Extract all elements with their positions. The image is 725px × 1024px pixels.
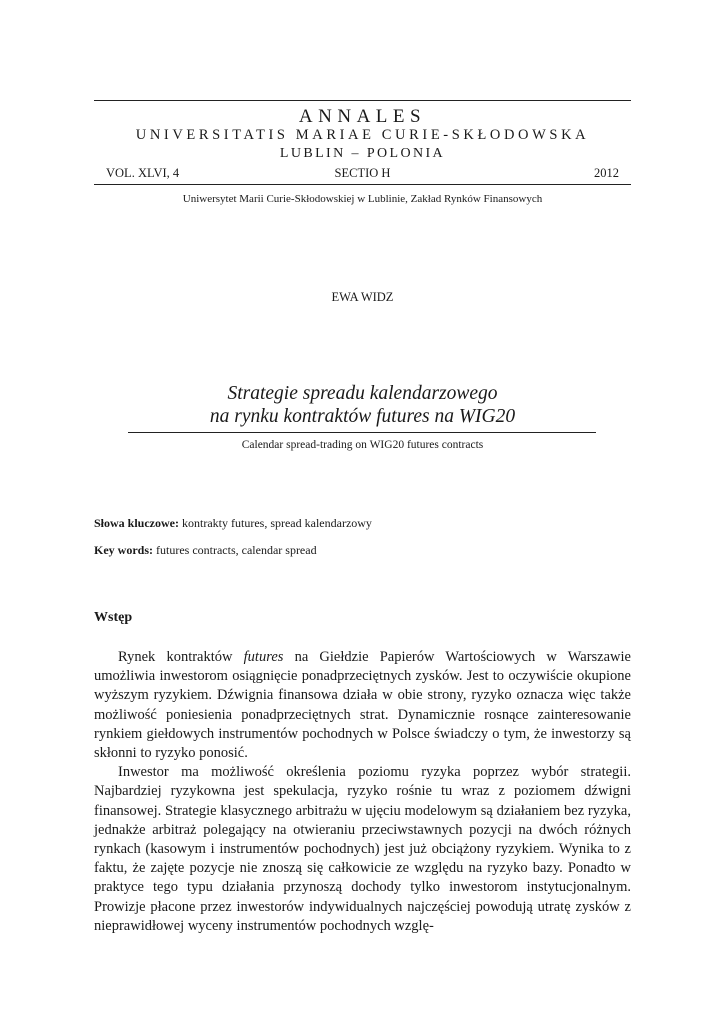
- keywords-english-label: Key words:: [94, 543, 153, 557]
- keywords-english-value: futures contracts, calendar spread: [153, 543, 317, 557]
- paragraph-1-rest: na Giełdzie Papierów Wartościowych w Warszawie umożliwia inwestorom osiągnięcie ponadprzeciętnych zysków. Jest to oczywiście okupione wyższym ryzykiem. Dźwignia finansowa działa w obie strony, ryzyko oznacza więc także możliwość poniesienia ponadprzeciętnych strat. Dynamicznie rosnące zainteresowanie rynkiem giełdowych instrumentów pochodnych w Polsce świadczy o tym, że inwestorzy są skłonni to ryzyko ponosić.: [94, 649, 631, 762]
- paragraph-1-italic: futures: [243, 649, 284, 665]
- title-line-2: na rynku kontraktów futures na WIG20: [209, 406, 516, 427]
- journal-city: LUBLIN – POLONIA: [279, 146, 446, 161]
- paragraph-2: Inwestor ma możliwość określenia poziomu ryzyka poprzez wybór strategii. Najbardziej ryzykowna jest spekulacja, ryzyko rośnie tu wraz z poziomem dźwigni finansowej. Strategie klasycznego arbitrażu w ujęciu modelowym są działaniem bez ryzyka, jednakże arbitraż polegający na otwieraniu przeciwstawnych pozycji na dwóch różnych rynkach (kasowym i instrumentów pochodnych) jest już obciążony ryzykiem. Wynika to z faktu, że zajęte pozycje nie znoszą się całkowicie ze względu na ryzyko bazy. Ponadto w praktyce tego typu działania przynoszą dochody tylko inwestorom instytucjonalnym. Prowizje płacone przez inwestorów indywidualnych najczęściej powodują utratę zysków z nieprawidłowej wyceny instrumentów pochodnych wzglę-: [94, 764, 631, 934]
- paragraph-1-start: Rynek kontraktów: [118, 649, 244, 665]
- author-name: EWA WIDZ: [331, 290, 394, 304]
- section-heading: Wstęp: [94, 610, 133, 625]
- keywords-polish-label: Słowa kluczowe:: [94, 516, 179, 530]
- paragraph-1: [94, 648, 631, 763]
- header-top-rule: [94, 100, 631, 101]
- journal-name: ANNALES: [298, 106, 427, 127]
- journal-section: SECTIO H: [334, 166, 391, 180]
- keywords-polish-value: kontrakty futures, spread kalendarzowy: [179, 516, 372, 530]
- article-title: [94, 382, 631, 428]
- author-affiliation: Uniwersytet Marii Curie-Skłodowskiej w Lublinie, Zakład Rynków Finansowych: [182, 193, 543, 205]
- publication-year: 2012: [594, 166, 619, 180]
- keywords-english: [94, 543, 317, 558]
- header-bottom-rule: [94, 184, 631, 185]
- title-rule: [128, 432, 596, 433]
- keywords-polish: [94, 516, 372, 531]
- university-name: UNIVERSITATIS MARIAE CURIE-SKŁODOWSKA: [135, 127, 590, 143]
- volume-number: VOL. XLVI, 4: [106, 166, 180, 180]
- title-line-1: Strategie spreadu kalendarzowego: [227, 383, 498, 404]
- body-text: [94, 648, 631, 936]
- english-title: Calendar spread-trading on WIG20 futures contracts: [241, 439, 484, 451]
